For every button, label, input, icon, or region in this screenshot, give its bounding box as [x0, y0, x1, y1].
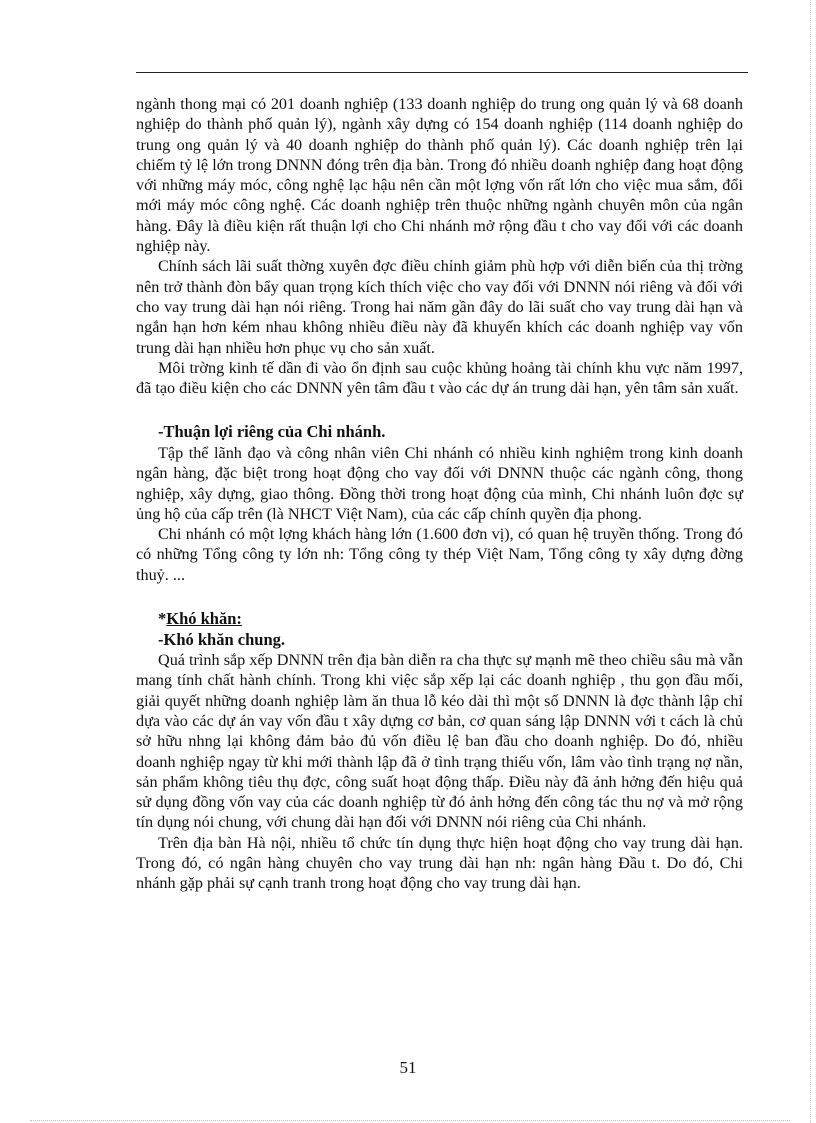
paragraph: Chi nhánh có một lợng khách hàng lớn (1.600 đơn vị), có quan hệ truyền thống. Trong đó có những Tổng công ty lớn nh: Tổng công ty thép Việt Nam, Tổng công ty xây dựng đờng thuỷ. ... — [136, 525, 743, 584]
header-rule — [136, 72, 748, 73]
paragraph: Tập thể lãnh đạo và công nhân viên Chi nhánh có nhiều kinh nghiệm trong kinh doanh ngân hàng, đặc biệt trong hoạt động cho vay đối với DNNN thuộc các ngành công, thong nghiệp, xây dựng, giao thông. Đồng thời trong hoạt động của mình, Chi nhánh luôn đợc sự ủng hộ của cấp trên (là NHCT Việt Nam), của các cấp chính quyền địa phong. — [136, 443, 743, 523]
paragraph: Môi trờng kinh tế dần đi vào ổn định sau cuộc khủng hoảng tài chính khu vực năm 1997, đã tạo điều kiện cho các DNNN yên tâm đầu t vào các dự án trung dài hạn, yên tâm sản xuất. — [136, 358, 743, 398]
section-heading — [136, 609, 743, 630]
paragraph: ngành thong mại có 201 doanh nghiệp (133 doanh nghiệp do trung ong quản lý và 68 doanh nghiệp do thành phố quản lý), ngành xây dựng có 154 doanh nghiệp (114 doanh nghiệp do trung ong quản lý và 40 doanh nghiệp do thành phố quản lý). Các doanh nghiệp trên lại chiếm tỷ lệ lớn trong DNNN đóng trên địa bàn. Trong đó nhiều doanh nghiệp đang hoạt động với những máy móc, công nghệ lạc hậu nên cần một lợng vốn rất lớn cho việc mua sắm, đổi mới máy móc công nghệ. Các doanh nghiệp trên thuộc những ngành chuyên môn của ngân hàng. Đây là điều kiện rất thuận lợi cho Chi nhánh mở rộng đầu t cho vay đối với các doanh nghiệp này. — [136, 95, 743, 256]
paragraph: Trên địa bàn Hà nội, nhiều tổ chức tín dụng thực hiện hoạt động cho vay trung dài hạn. Trong đó, có ngân hàng chuyên cho vay trung dài hạn nh: ngân hàng Đầu t. Do đó, Chi nhánh gặp phải sự cạnh tranh trong hoạt động cho vay trung dài hạn. — [136, 833, 743, 893]
paragraph: Quá trình sắp xếp DNNN trên địa bàn diễn ra cha thực sự mạnh mẽ theo chiều sâu mà vẫn mang tính chất hành chính. Trong khi việc sắp xếp lại các doanh nghiệp , thu gọn đầu mối, giải quyết những doanh nghiệp làm ăn thua lỗ kéo dài thì một số DNNN là đợc thành lập chỉ dựa vào các dự án vay vốn đầu t xây dựng cơ bản, cơ quan sáng lập DNNN với t cách là chủ sở hữu nhng lại không đảm bảo đủ vốn điều lệ ban đầu cho doanh nghiệp. Do đó, nhiều doanh nghiệp ngay từ khi mới thành lập đã ở tình trạng thiếu vốn, lâm vào tình trạng nợ nần, sản phẩm không tiêu thụ đợc, công suất hoạt động thấp. Điều này đã ảnh hởng đến hiệu quả sử dụng đồng vốn vay của các doanh nghiệp từ đó ảnh hởng đến công tác thu nợ và mở rộng tín dụng nói chung, với chung dài hạn đối với DNNN nói riêng của Chi nhánh. — [136, 651, 743, 832]
section-subheading: -Khó khăn chung. — [158, 629, 286, 649]
right-dotted-border — [810, 0, 811, 1123]
heading-text: Khó khăn: — [166, 609, 242, 629]
heading-prefix: * — [158, 609, 167, 629]
page-number: 51 — [399, 1058, 417, 1077]
spacer — [136, 585, 743, 609]
paragraph: Chính sách lãi suất thờng xuyên đợc điều chỉnh giảm phù hợp với diễn biến của thị trờng nên trở thành đòn bẩy quan trọng kích thích việc cho vay đối với DNNN nói riêng và đối với cho vay trung dài hạn nói riêng. Trong hai năm gần đây do lãi suất cho vay trung dài hạn và ngắn hạn hơn kém nhau không nhiều điều này đã khuyến khích các doanh nghiệp vay vốn trung dài hạn nhiều hơn phục vụ cho sản xuất. — [136, 257, 743, 357]
bottom-dotted-border — [30, 1120, 790, 1121]
section-subheading: -Thuận lợi riêng của Chi nhánh. — [158, 422, 386, 442]
page-content — [136, 94, 743, 894]
spacer — [136, 398, 743, 422]
